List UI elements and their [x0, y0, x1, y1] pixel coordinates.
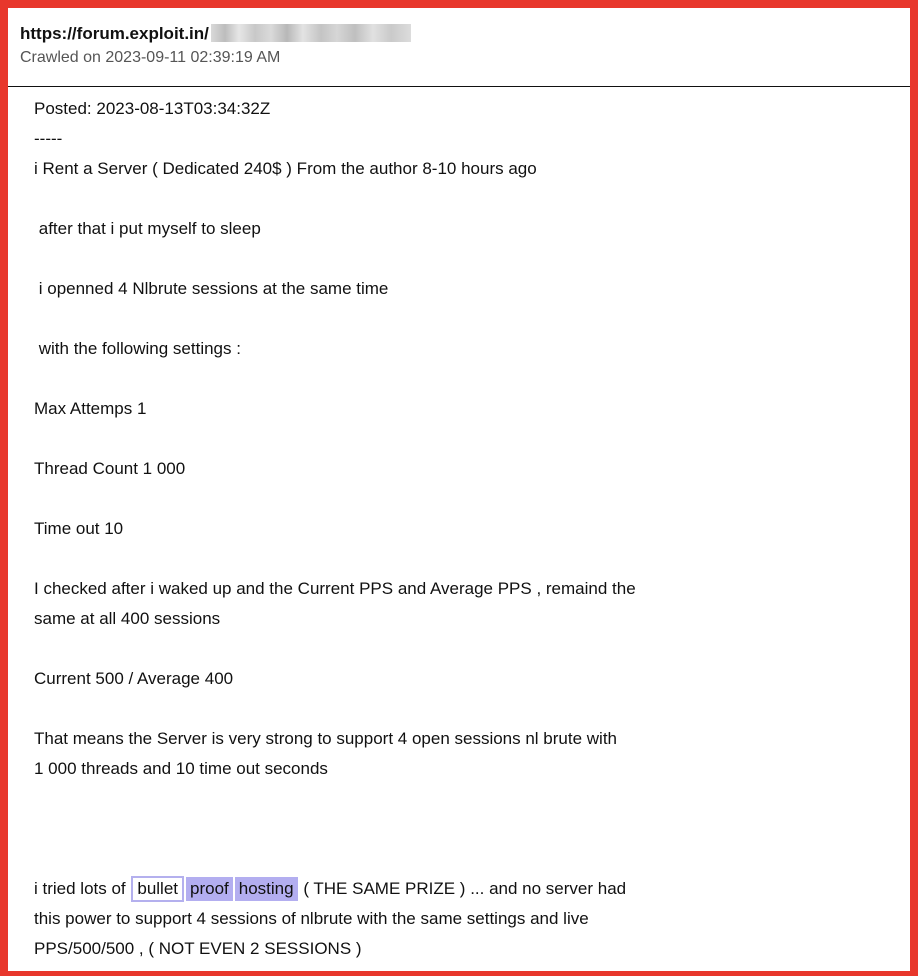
blank-line [34, 304, 714, 334]
post-line: PPS/500/500 , ( NOT EVEN 2 SESSIONS ) [34, 939, 362, 958]
blank-line [34, 634, 714, 664]
highlight-proof: proof [186, 877, 233, 901]
post-line: i openned 4 Nlbrute sessions at the same time [34, 279, 389, 298]
source-url-text[interactable]: https://forum.exploit.in/ [20, 24, 209, 43]
blank-line [34, 694, 714, 724]
separator-text: ----- [34, 129, 63, 148]
blank-line [34, 784, 714, 814]
source-url[interactable] [20, 24, 411, 44]
post-line: I checked after i waked up and the Current PPS and Average PPS , remaind the [34, 579, 636, 598]
highlight-hosting: hosting [235, 877, 298, 901]
blank-line [34, 364, 714, 394]
blank-line [34, 544, 714, 574]
blank-line [34, 484, 714, 514]
crawl-timestamp: Crawled on 2023-09-11 02:39:19 AM [20, 49, 281, 66]
post-line-highlighted [34, 874, 714, 904]
posted-date: Posted: 2023-08-13T03:34:32Z [34, 99, 271, 118]
highlight-bullet: bullet [131, 876, 184, 902]
post-line: after that i put myself to sleep [34, 219, 261, 238]
post-line: Time out 10 [34, 519, 124, 538]
post-line: i Rent a Server ( Dedicated 240$ ) From the author 8-10 hours ago [34, 159, 537, 178]
redacted-url-path [211, 24, 411, 42]
post-line: Max Attemps 1 [34, 399, 147, 418]
page-header [8, 8, 910, 87]
blank-line [34, 844, 714, 874]
post-body [34, 94, 714, 964]
blank-line [34, 244, 714, 274]
post-line: Thread Count 1 000 [34, 459, 186, 478]
blank-line [34, 184, 714, 214]
post-text: ( THE SAME PRIZE ) ... and no server had [298, 879, 627, 898]
post-line: this power to support 4 sessions of nlbrute with the same settings and live [34, 909, 589, 928]
post-line: 1 000 threads and 10 time out seconds [34, 759, 328, 778]
blank-line [34, 814, 714, 844]
blank-line [34, 424, 714, 454]
post-line: same at all 400 sessions [34, 609, 221, 628]
post-line: Current 500 / Average 400 [34, 669, 234, 688]
post-line: with the following settings : [34, 339, 241, 358]
post-line: That means the Server is very strong to support 4 open sessions nl brute with [34, 729, 618, 748]
post-text: i tried lots of [34, 879, 131, 898]
